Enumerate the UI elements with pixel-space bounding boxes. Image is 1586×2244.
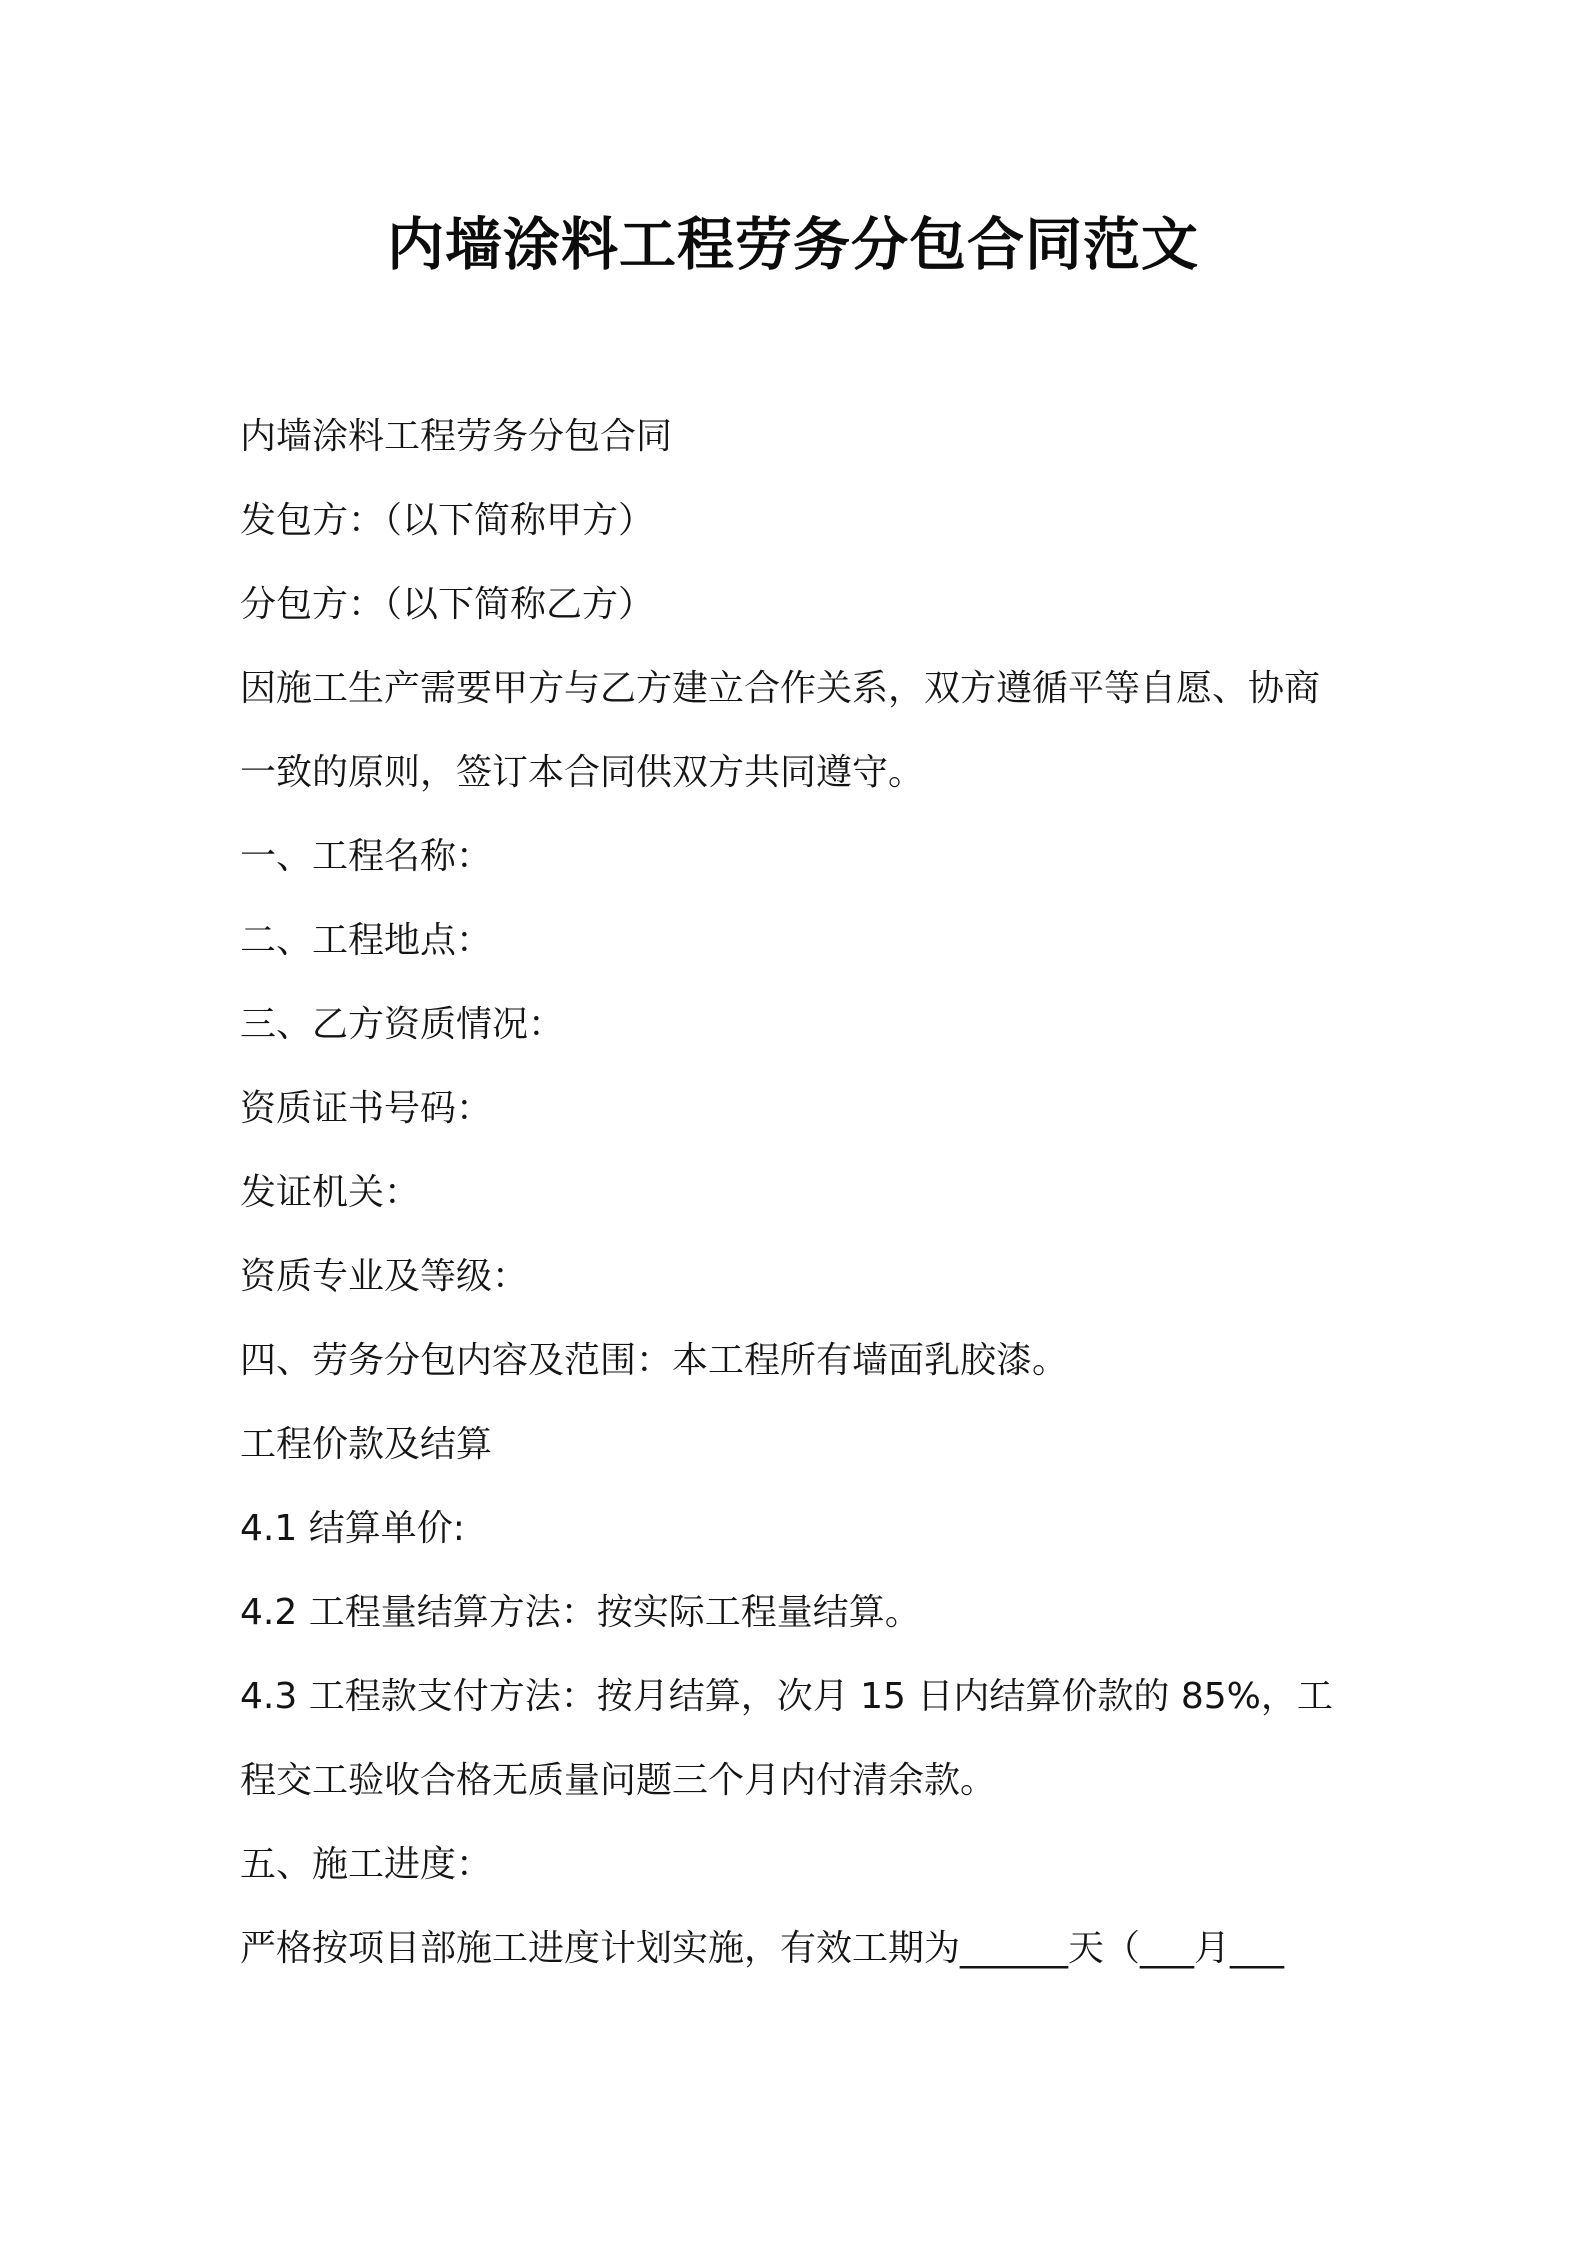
preamble-line-1: 因施工生产需要甲方与乙方建立合作关系，双方遵循平等自愿、协商: [240, 668, 1321, 709]
qualification-heading: 三、乙方资质情况：: [240, 1004, 565, 1045]
contractor-line: 发包方：（以下简称甲方）: [240, 500, 655, 541]
issuing-authority-line: 发证机关：: [240, 1172, 421, 1213]
subcontractor-line: 分包方：（以下简称乙方）: [240, 584, 655, 625]
scope-line: 四、劳务分包内容及范围：本工程所有墙面乳胶漆。: [240, 1340, 1069, 1381]
preamble-line-2: 一致的原则，签订本合同供双方共同遵守。: [240, 752, 925, 793]
schedule-heading: 五、施工进度：: [240, 1844, 493, 1885]
project-name-line: 一、工程名称：: [240, 836, 493, 877]
clause-4-2: 4.2 工程量结算方法：按实际工程量结算。: [240, 1592, 921, 1633]
clause-4-3-line-2: 程交工验收合格无质量问题三个月内付清余款。: [240, 1760, 997, 1801]
certificate-number-line: 资质证书号码：: [240, 1088, 493, 1129]
document-title: 内墙涂料工程劳务分包合同范文: [387, 212, 1199, 278]
project-location-line: 二、工程地点：: [240, 920, 493, 961]
price-settlement-heading: 工程价款及结算: [240, 1424, 493, 1465]
clause-4-1: 4.1 结算单价:: [240, 1508, 465, 1549]
qualification-grade-line: 资质专业及等级：: [240, 1256, 529, 1297]
clause-4-3-line-1: 4.3 工程款支付方法：按月结算，次月 15 日内结算价款的 85%，工: [240, 1676, 1333, 1717]
schedule-line: 严格按项目部施工进度计划实施，有效工期为______天（___月___: [240, 1928, 1285, 1969]
contract-name-line: 内墙涂料工程劳务分包合同: [240, 416, 673, 457]
